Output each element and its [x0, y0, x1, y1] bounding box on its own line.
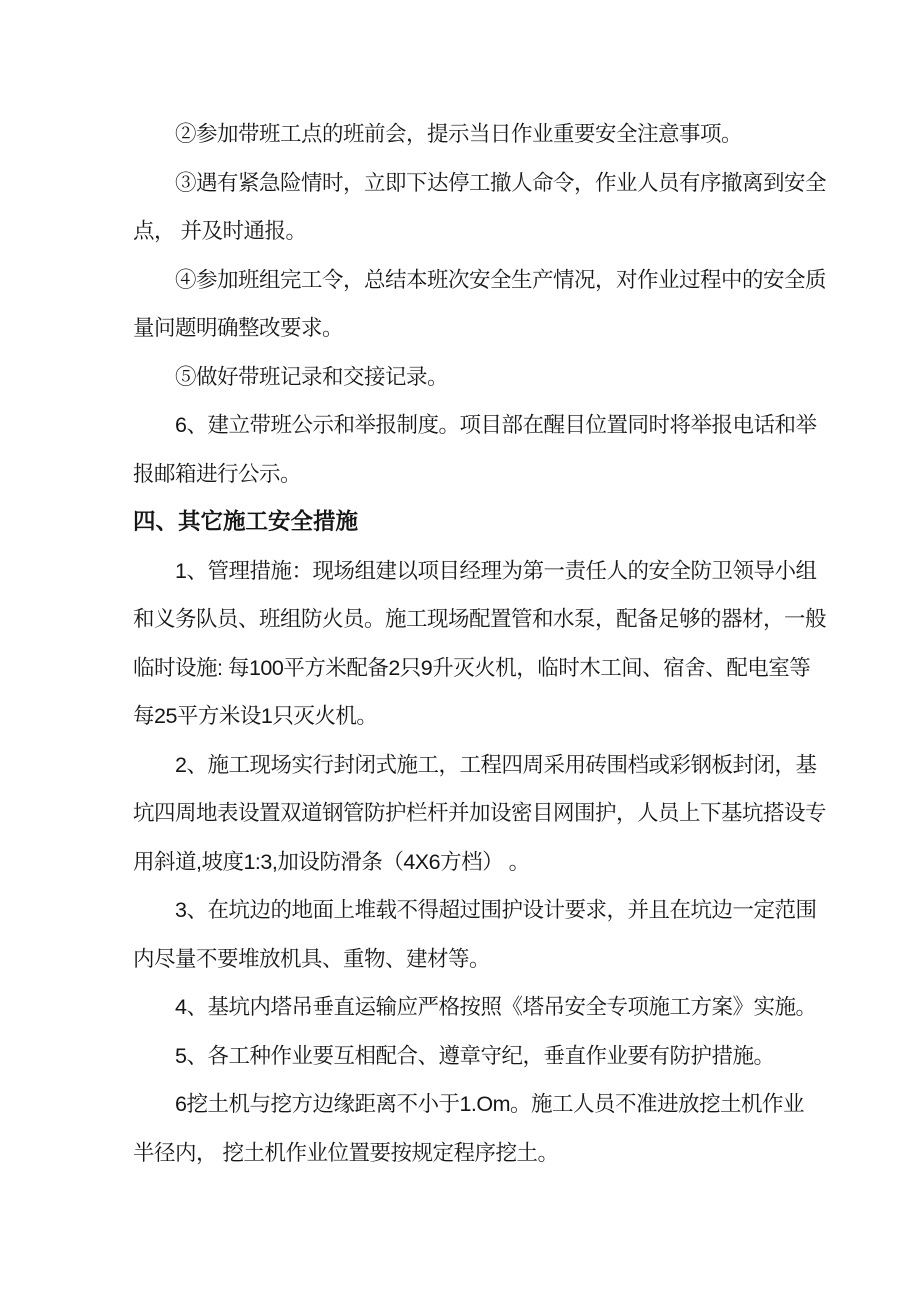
- paragraph-line: 临时设施: 每100平方米配备2只9升灭火机，临时木工间、宿舍、配电室等: [133, 655, 811, 680]
- paragraph-line: ③遇有紧急险情时，立即下达停工撤人命令，作业人员有序撤离到安全: [175, 170, 827, 195]
- paragraph-line: 6挖土机与挖方边缘距离不小于1.Om。施工人员不准进放挖土机作业: [175, 1092, 805, 1116]
- paragraph-line: ④参加班组完工令，总结本班次安全生产情况，对作业过程中的安全质: [175, 267, 827, 292]
- paragraph-line: 2、施工现场实行封闭式施工，工程四周采用砖围档或彩钢板封闭，基: [175, 752, 817, 777]
- paragraph-line: ②参加带班工点的班前会，提示当日作业重要安全注意事项。: [175, 122, 743, 146]
- document-body: [133, 110, 833, 1177]
- paragraph-line: 半径内， 挖土机作业位置要按规定程序挖土。: [133, 1140, 559, 1165]
- paragraph-line: 内尽量不要堆放机具、重物、建材等。: [133, 946, 491, 971]
- paragraph-line: 5、各工种作业要互相配合、遵章守纪，垂直作业要有防护措施。: [175, 1043, 775, 1068]
- paragraph-line: 和义务队员、班组防火员。施工现场配置管和水泵，配备足够的器材，一般: [133, 607, 827, 631]
- paragraph-line: 1、管理措施：现场组建以项目经理为第一责任人的安全防卫领导小组: [175, 558, 817, 583]
- paragraph-line: 坑四周地表设置双道钢管防护栏杆并加设密目网围护，人员上下基坑搭设专: [133, 801, 827, 825]
- paragraph-line: 量问题明确整改要求。: [133, 316, 344, 340]
- section-heading: 四、其它施工安全措施: [133, 509, 359, 534]
- paragraph-line: 4、基坑内塔吊垂直运输应严格按照《塔吊安全专项施工方案》实施。: [175, 995, 817, 1019]
- paragraph-line: 点， 并及时通报。: [133, 219, 307, 243]
- paragraph-line: ⑤做好带班记录和交接记录。: [175, 364, 449, 389]
- paragraph-line: 6、建立带班公示和举报制度。项目部在醒目位置同时将举报电话和举: [175, 413, 817, 437]
- paragraph-line: 报邮箱进行公示。: [133, 461, 302, 486]
- paragraph-line: 每25平方米设1只灭火机。: [133, 704, 378, 728]
- paragraph-line: 用斜道,坡度1:3,加设防滑条（4X6方档） 。: [133, 849, 530, 874]
- paragraph-line: 3、在坑边的地面上堆载不得超过围护设计要求，并且在坑边一定范围: [175, 898, 817, 922]
